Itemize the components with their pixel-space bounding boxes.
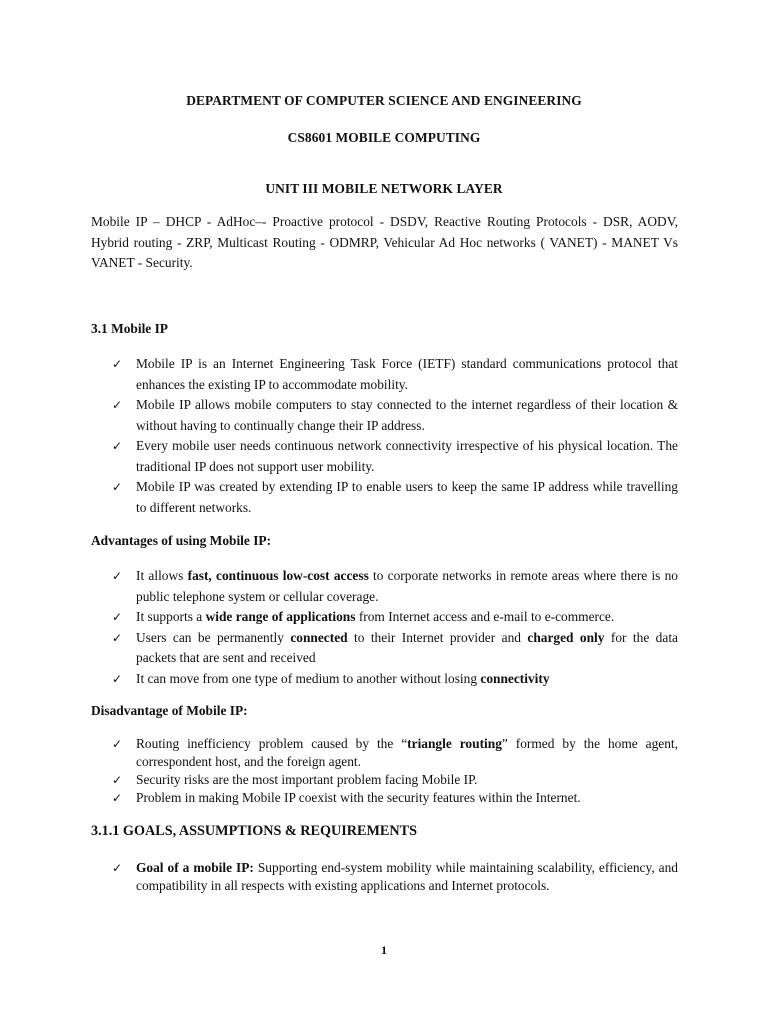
list-item: ✓ It allows fast, continuous low-cost access to corporate networks in remote areas where there is no public telephone system or cellular coverage.: [112, 568, 678, 604]
list-item: ✓ Routing inefficiency problem caused by the “triangle routing” formed by the home agent, correspondent host, and the foreign agent.: [112, 736, 679, 769]
checkmark-icon: ✓: [112, 398, 123, 412]
list-item: ✓ Every mobile user needs continuous network connectivity irrespective of his physical location. The traditional IP does not support user mobility.: [112, 438, 678, 474]
advantages-heading: Advantages of using Mobile IP:: [91, 533, 272, 548]
checkmark-icon: ✓: [112, 671, 123, 686]
list-item: ✓ Goal of a mobile IP: Supporting end-system mobility while maintaining scalability, efficiency, and compatibility in all respects with existing applications and Internet protocols.: [112, 860, 678, 893]
goals-list: [112, 859, 678, 895]
mobile-ip-list: [112, 354, 678, 518]
list-item: ✓ Users can be permanently connected to their Internet provider and charged only for the data packets that are sent and received: [112, 629, 678, 665]
checkmark-icon: ✓: [112, 791, 123, 805]
checkmark-icon: ✓: [112, 773, 123, 787]
checkmark-icon: ✓: [112, 861, 123, 875]
list-item: ✓ Mobile IP is an Internet Engineering Task Force (IETF) standard communications protocol that enhances the existing IP to accommodate mobility.: [112, 356, 678, 392]
list-item: ✓ It supports a wide range of applications from Internet access and e-mail to e-commerce.: [112, 607, 678, 628]
list-item: ✓ It can move from one type of medium to another without losing connectivity: [112, 669, 678, 690]
checkmark-icon: ✓: [112, 737, 123, 751]
checkmark-icon: ✓: [112, 630, 123, 645]
department-heading: DEPARTMENT OF COMPUTER SCIENCE AND ENGINEERING: [186, 93, 582, 108]
checkmark-icon: ✓: [112, 610, 123, 624]
list-item: ✓ Mobile IP was created by extending IP to enable users to keep the same IP address while travelling to different networks.: [112, 479, 678, 515]
goals-heading: 3.1.1 GOALS, ASSUMPTIONS & REQUIREMENTS: [91, 823, 417, 839]
advantages-list: [112, 566, 678, 689]
disadvantages-list: [112, 735, 678, 807]
checkmark-icon: ✓: [112, 480, 123, 494]
course-heading: CS8601 MOBILE COMPUTING: [287, 130, 481, 145]
checkmark-icon: ✓: [112, 439, 123, 453]
section-heading-mobile-ip: 3.1 Mobile IP: [91, 321, 168, 336]
list-item: ✓ Security risks are the most important problem facing Mobile IP.: [112, 772, 478, 787]
list-item: ✓ Problem in making Mobile IP coexist with the security features within the Internet.: [112, 790, 581, 805]
unit-intro-paragraph: Mobile IP – DHCP - AdHoc–- Proactive protocol - DSDV, Reactive Routing Protocols - DSR, AODV, Hybrid routing - ZRP, Multicast Routing - ODMRP, Vehicular Ad Hoc networks ( VANET) - MANET Vs VANET - Security.: [91, 214, 678, 270]
checkmark-icon: ✓: [112, 569, 123, 583]
unit-heading: UNIT III MOBILE NETWORK LAYER: [265, 181, 503, 196]
list-item: ✓ Mobile IP allows mobile computers to stay connected to the internet regardless of their location & without having to continually change their IP address.: [112, 397, 678, 433]
page-number: 1: [381, 943, 387, 957]
checkmark-icon: ✓: [112, 357, 123, 371]
disadvantages-heading: Disadvantage of Mobile IP:: [91, 703, 248, 718]
